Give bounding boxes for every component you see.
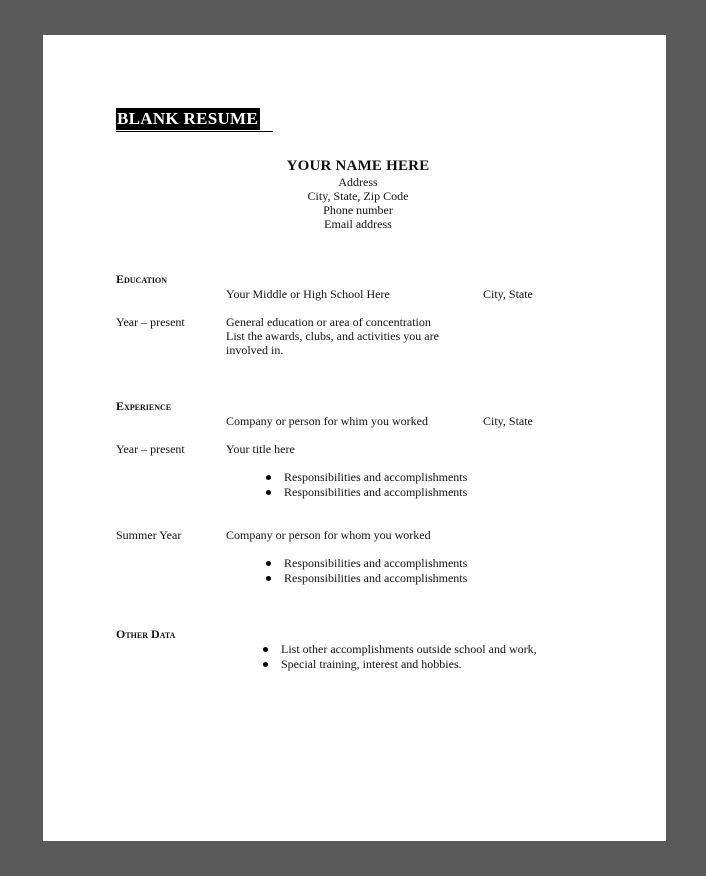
other-data-bullet-list (281, 642, 537, 672)
list-item: Responsibilities and accomplishments (284, 556, 467, 571)
resume-banner: BLANK RESUME (117, 109, 259, 128)
phone-line: Phone number (323, 203, 393, 217)
list-item: Special training, interest and hobbies. (281, 657, 537, 672)
list-item: Responsibilities and accomplishments (284, 470, 467, 485)
name-heading: YOUR NAME HERE (286, 158, 430, 174)
bullet-icon (263, 662, 268, 667)
banner-underline (116, 131, 273, 132)
job1-bullet-list (284, 470, 467, 500)
list-item: List other accomplishments outside school and work, (281, 642, 537, 657)
bullet-icon (266, 576, 271, 581)
job1-title: Your title here (226, 442, 295, 456)
education-location: City, State (483, 287, 533, 301)
other-data-heading: Other Data (116, 627, 176, 641)
list-item: Responsibilities and accomplishments (284, 485, 467, 500)
experience-heading: Experience (116, 399, 172, 413)
job1-location: City, State (483, 414, 533, 428)
job1-dates: Year – present (116, 442, 185, 456)
address-line: Address (338, 175, 378, 189)
education-line-3: involved in. (226, 343, 284, 357)
education-heading: Education (116, 272, 167, 286)
education-dates: Year – present (116, 315, 185, 329)
city-state-zip-line: City, State, Zip Code (307, 189, 409, 203)
list-item: Responsibilities and accomplishments (284, 571, 467, 586)
bullet-icon (263, 647, 268, 652)
bullet-icon (266, 490, 271, 495)
email-line: Email address (324, 217, 392, 231)
bullet-icon (266, 561, 271, 566)
job2-bullet-list (284, 556, 467, 586)
bullet-icon (266, 475, 271, 480)
education-school: Your Middle or High School Here (226, 287, 390, 301)
education-line-2: List the awards, clubs, and activities you are (226, 329, 439, 343)
job2-company: Company or person for whom you worked (226, 528, 431, 542)
job1-company: Company or person for whim you worked (226, 414, 428, 428)
education-line-1: General education or area of concentration (226, 315, 431, 329)
resume-page (43, 35, 666, 841)
job2-dates: Summer Year (116, 528, 182, 542)
